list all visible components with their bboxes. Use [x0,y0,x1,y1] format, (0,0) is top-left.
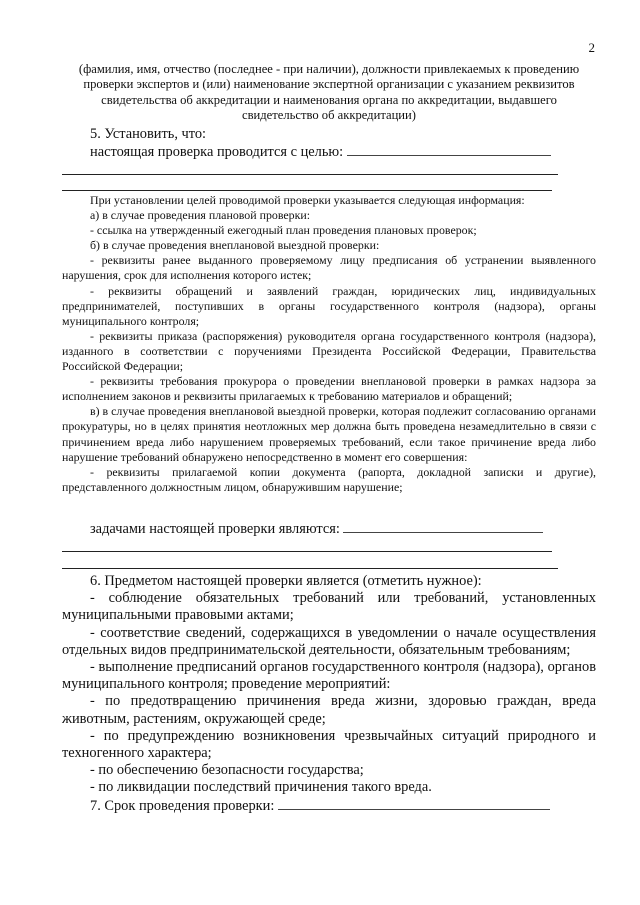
subject-item[interactable]: - по обеспечению безопасности государства; [90,762,364,779]
instruction-line: - реквизиты приказа (распоряжения) руководителя органа государственного контроля (надзора), изданного в соответствии с поручениями Президента Российской Федерации, Правительства Российской Федерации; [62,328,596,374]
purpose-blank-line-2[interactable] [62,190,552,191]
section5-heading: 5. Установить, что: [90,126,207,142]
subject-item[interactable]: - по предупреждению возникновения чрезвычайных ситуаций природного и техногенного характера; [62,727,596,762]
duration-field[interactable] [278,797,550,810]
experts-note: (фамилия, имя, отчество (последнее - при наличии), должности привлекаемых к проведению проверки экспертов и (или) наименование экспертной организации с указанием реквизитов свидетельства об аккредитации и наименования органа по аккредитации, выдавшего свидетельство об аккредитации) [78,62,580,123]
purpose-label: настоящая проверка проводится с целью: [90,144,344,160]
tasks-blank-line-1[interactable] [62,551,552,552]
page-number: 2 [588,40,595,55]
subject-item[interactable]: - выполнение предписаний органов государственного контроля (надзора), органов муниципального контроля; проведение мероприятий: [62,659,596,693]
subject-item[interactable]: - соблюдение обязательных требований или требований, установленных муниципальными правовыми актами; [62,590,596,624]
purpose-line [90,143,600,161]
instruction-line: б) в случае проведения внеплановой выездной проверки: [90,238,380,253]
subject-item[interactable]: - по ликвидации последствий причинения такого вреда. [90,779,432,796]
subject-item[interactable]: - по предотвращению причинения вреда жизни, здоровью граждан, вреда животным, растениям, окружающей среде; [62,693,596,727]
tasks-field[interactable] [343,520,543,533]
purpose-blank-line-1[interactable] [62,174,558,175]
instruction-line: - реквизиты прилагаемой копии документа (рапорта, докладной записки и другие), представленного должностным лицом, обнаружившим нарушение; [62,464,596,494]
instruction-line: в) в случае проведения внеплановой выездной проверки, которая подлежит согласованию органами прокуратуры, но в целях принятия неотложных мер должна быть проведена незамедлительно в связи с причинением вреда либо нарушением проверяемых требований, если такое причинение вреда либо нарушение требований обнаружено непосредственно в момент его совершения: [62,404,596,464]
instruction-line: При установлении целей проводимой проверки указывается следующая информация: [90,193,525,207]
tasks-blank-line-2[interactable] [62,568,558,569]
instruction-line: - ссылка на утвержденный ежегодный план проведения плановых проверок; [90,223,477,238]
instructions-block [62,193,596,495]
purpose-field[interactable] [347,143,551,156]
section7-line [62,797,596,815]
subject-item[interactable]: - соответствие сведений, содержащихся в уведомлении о начале осуществления отдельных видов предпринимательской деятельности, обязательным требованиям; [62,624,596,658]
instruction-line: - реквизиты обращений и заявлений граждан, юридических лиц, индивидуальных предпринимателей, поступивших в органы государственного контроля (надзора), органы муниципального контроля; [62,283,596,328]
section6-heading: 6. Предметом настоящей проверки является (отметить нужное): [90,573,482,589]
section7-label: 7. Срок проведения проверки: [90,797,275,814]
tasks-line [90,520,600,538]
section6-block [62,573,596,815]
instruction-line: - реквизиты требования прокурора о проведении внеплановой проверки в рамках надзора за исполнением законов и реквизиты прилагаемых к требованию материалов и обращений; [62,374,596,404]
instruction-line: - реквизиты ранее выданного проверяемому лицу предписания об устранении выявленного нарушения, срок для исполнения которого истек; [62,253,596,283]
instruction-line: а) в случае проведения плановой проверки: [90,208,311,223]
tasks-label: задачами настоящей проверки являются: [90,521,340,537]
